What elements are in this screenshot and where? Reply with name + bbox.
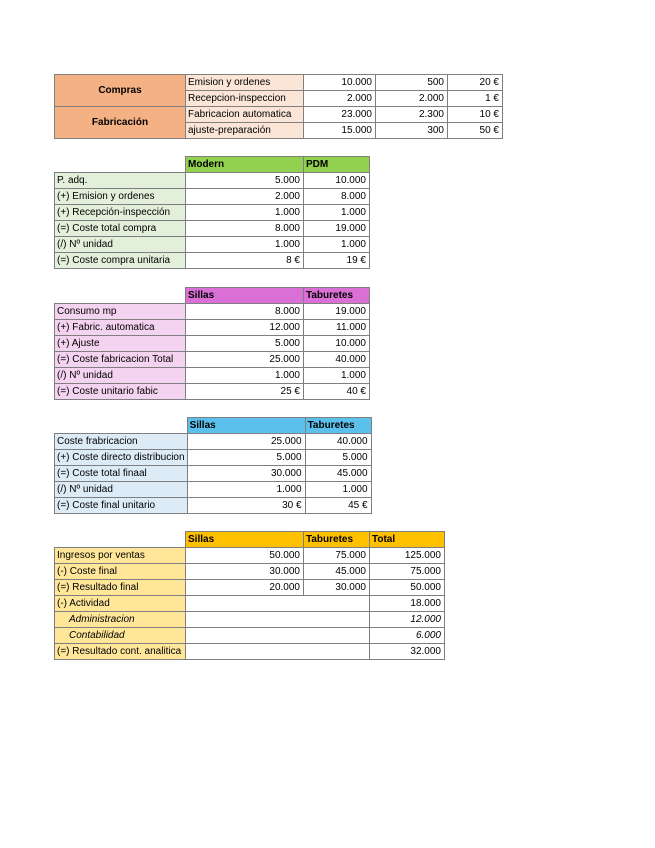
cell-value: 1.000 (186, 205, 304, 221)
table-row (55, 434, 372, 450)
column-header: Sillas (186, 532, 304, 548)
manufacturing-cost-table (54, 287, 370, 400)
cell-value: 20 € (448, 75, 503, 91)
row-label: Emision y ordenes (186, 75, 304, 91)
cell-value: 1.000 (186, 237, 304, 253)
purchase-cost-table (54, 156, 370, 269)
cell-value: 300 (376, 123, 448, 139)
row-label: (=) Coste compra unitaria (55, 253, 186, 269)
table-row (55, 75, 503, 91)
table-header-row (55, 418, 372, 434)
table-row (55, 580, 445, 596)
cell-value: 500 (376, 75, 448, 91)
cell-value: 30 € (187, 498, 305, 514)
cell-value: 1.000 (304, 237, 370, 253)
row-label: (=) Coste total finaal (55, 466, 188, 482)
row-label: (=) Resultado cont. analitica (55, 644, 186, 660)
cell-value: 50 € (448, 123, 503, 139)
table-row (55, 189, 370, 205)
cell-value: 30.000 (187, 466, 305, 482)
column-header: Sillas (187, 418, 305, 434)
row-label: (+) Recepción-inspección (55, 205, 186, 221)
row-label: (/) Nº unidad (55, 482, 188, 498)
row-label: Fabricacion automatica (186, 107, 304, 123)
cell-value: 1 € (448, 91, 503, 107)
cell-value: 30.000 (186, 564, 304, 580)
column-header: PDM (304, 157, 370, 173)
table-row (55, 548, 445, 564)
cell-value: 12.000 (186, 320, 304, 336)
table-row (55, 466, 372, 482)
cell-value: 10.000 (304, 173, 370, 189)
cell-value: 25.000 (186, 352, 304, 368)
table-row (55, 304, 370, 320)
column-header: Taburetes (304, 532, 370, 548)
cell-value: 8 € (186, 253, 304, 269)
cell-value: 20.000 (186, 580, 304, 596)
table-row (55, 368, 370, 384)
cell-value: 19.000 (304, 304, 370, 320)
cell-value: 30.000 (304, 580, 370, 596)
final-cost-table (54, 417, 372, 514)
row-label: (=) Coste total compra (55, 221, 186, 237)
row-label: Ingresos por ventas (55, 548, 186, 564)
cell-value: 32.000 (370, 644, 445, 660)
cell-value: 25.000 (187, 434, 305, 450)
cell-value: 45.000 (304, 564, 370, 580)
table-header-row (55, 532, 445, 548)
row-label: (-) Coste final (55, 564, 186, 580)
row-label: Recepcion-inspeccion (186, 91, 304, 107)
cell-value: 40 € (304, 384, 370, 400)
row-label: (=) Coste final unitario (55, 498, 188, 514)
group-label: Compras (55, 75, 186, 107)
table-row (55, 173, 370, 189)
cell-value: 5.000 (186, 173, 304, 189)
column-header: Sillas (186, 288, 304, 304)
cell-value: 1.000 (305, 482, 371, 498)
cost-drivers-table (54, 74, 503, 139)
cell-value: 1.000 (304, 368, 370, 384)
table-row (55, 596, 445, 612)
cell-value: 23.000 (304, 107, 376, 123)
table-row (55, 384, 370, 400)
row-label: (+) Fabric. automatica (55, 320, 186, 336)
row-label: Coste frabricacion (55, 434, 188, 450)
cell-value: 40.000 (305, 434, 371, 450)
row-label: Consumo mp (55, 304, 186, 320)
cell-value: 75.000 (304, 548, 370, 564)
cell-value: 5.000 (305, 450, 371, 466)
cell-value: 45.000 (305, 466, 371, 482)
cell-value: 2.300 (376, 107, 448, 123)
row-label: (=) Resultado final (55, 580, 186, 596)
row-label: P. adq. (55, 173, 186, 189)
cell-value: 18.000 (370, 596, 445, 612)
cell-value: 19.000 (304, 221, 370, 237)
table-row (55, 107, 503, 123)
cell-value: 19 € (304, 253, 370, 269)
table-row (55, 352, 370, 368)
cell-value: 1.000 (187, 482, 305, 498)
column-header: Taburetes (304, 288, 370, 304)
cell-value: 5.000 (186, 336, 304, 352)
row-label: (+) Ajuste (55, 336, 186, 352)
table-row (55, 253, 370, 269)
cell-value: 8.000 (304, 189, 370, 205)
row-label: (-) Actividad (55, 596, 186, 612)
results-table (54, 531, 445, 660)
table-row (55, 221, 370, 237)
cell-value: 75.000 (370, 564, 445, 580)
cell-value: 40.000 (304, 352, 370, 368)
cell-value: 15.000 (304, 123, 376, 139)
row-label: (+) Emision y ordenes (55, 189, 186, 205)
row-label: (/) Nº unidad (55, 237, 186, 253)
cell-value: 2.000 (304, 91, 376, 107)
row-label: (=) Coste unitario fabic (55, 384, 186, 400)
group-label: Fabricación (55, 107, 186, 139)
table-row (55, 482, 372, 498)
cell-value: 8.000 (186, 221, 304, 237)
cell-value: 8.000 (186, 304, 304, 320)
cell-value: 50.000 (186, 548, 304, 564)
cell-value: 2.000 (186, 189, 304, 205)
row-label: ajuste-preparación (186, 123, 304, 139)
table-row (55, 450, 372, 466)
row-label: Administracion (55, 612, 186, 628)
cell-value: 45 € (305, 498, 371, 514)
cell-value: 6.000 (370, 628, 445, 644)
cell-value: 11.000 (304, 320, 370, 336)
table-row (55, 237, 370, 253)
table-row (55, 205, 370, 221)
table-row (55, 644, 445, 660)
table-row (55, 320, 370, 336)
cell-value: 10 € (448, 107, 503, 123)
table-row (55, 336, 370, 352)
cell-value: 125.000 (370, 548, 445, 564)
cell-value: 10.000 (304, 336, 370, 352)
table-row (55, 612, 445, 628)
cell-value: 25 € (186, 384, 304, 400)
column-header: Total (370, 532, 445, 548)
cell-value: 1.000 (304, 205, 370, 221)
table-header-row (55, 288, 370, 304)
cell-value: 5.000 (187, 450, 305, 466)
cell-value: 50.000 (370, 580, 445, 596)
cell-value: 10.000 (304, 75, 376, 91)
table-row (55, 628, 445, 644)
column-header: Modern (186, 157, 304, 173)
row-label: (/) Nº unidad (55, 368, 186, 384)
column-header: Taburetes (305, 418, 371, 434)
cell-value: 12.000 (370, 612, 445, 628)
table-row (55, 498, 372, 514)
row-label: (+) Coste directo distribucion (55, 450, 188, 466)
cell-value: 2.000 (376, 91, 448, 107)
row-label: (=) Coste fabricacion Total (55, 352, 186, 368)
table-row (55, 564, 445, 580)
row-label: Contabilidad (55, 628, 186, 644)
cell-value: 1.000 (186, 368, 304, 384)
table-header-row (55, 157, 370, 173)
